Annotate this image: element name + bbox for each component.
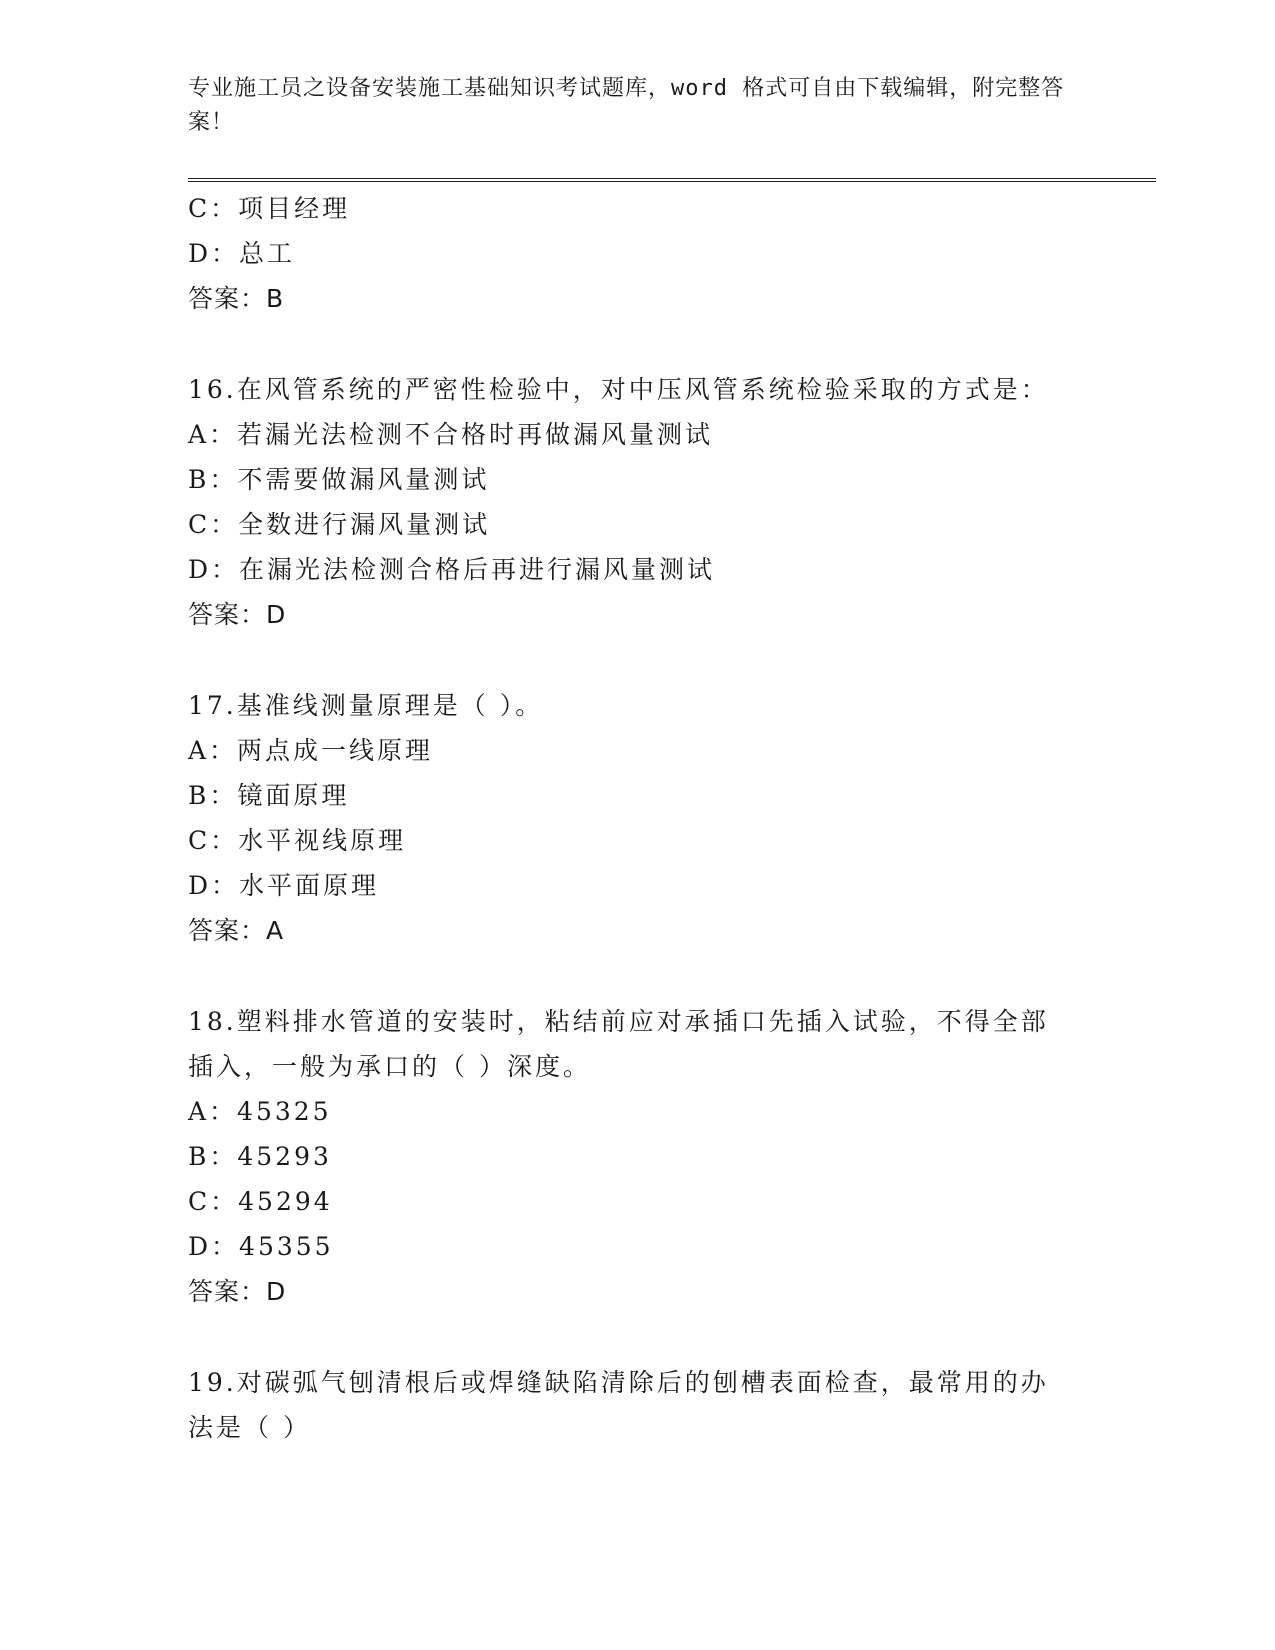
q18-option-d: D：45355 [188,1232,334,1261]
q19-question-line2: 法是（ ） [188,1413,311,1442]
q17-option-c: C：水平视线原理 [188,826,407,855]
q17-answer: 答案：A [188,916,285,945]
q15-option-c: C：项目经理 [188,194,351,223]
q18-answer: 答案：D [188,1277,287,1306]
q19-question-line1: 19.对碳弧气刨清根后或焊缝缺陷清除后的刨槽表面检查，最常用的办 [188,1368,1049,1397]
header-divider [188,178,1156,182]
q17-option-d: D：水平面原理 [188,871,380,900]
q18-option-b: B：45293 [188,1142,332,1171]
q18-question-line1: 18.塑料排水管道的安装时，粘结前应对承插口先插入试验，不得全部 [188,1007,1049,1036]
q17-option-a: A：两点成一线原理 [188,736,434,765]
q16-option-a: A：若漏光法检测不合格时再做漏风量测试 [188,420,714,449]
q16-option-d: D：在漏光法检测合格后再进行漏风量测试 [188,555,716,584]
q16-question: 16.在风管系统的严密性检验中，对中压风管系统检验采取的方式是： [188,375,1049,404]
q18-option-a: A：45325 [188,1097,332,1126]
q18-question-line2: 插入，一般为承口的（ ）深度。 [188,1052,591,1081]
q17-option-b: B：镜面原理 [188,781,350,810]
document-header: 专业施工员之设备安装施工基础知识考试题库，word 格式可自由下载编辑，附完整答案！ [188,76,1065,135]
q17-question: 17.基准线测量原理是（ ）。 [188,691,544,720]
q15-answer: 答案：B [188,284,285,313]
q16-option-c: C：全数进行漏风量测试 [188,510,491,539]
q16-answer: 答案：D [188,600,287,629]
q16-option-b: B：不需要做漏风量测试 [188,465,490,494]
q18-option-c: C：45294 [188,1187,333,1216]
q15-option-d: D：总工 [188,239,296,268]
